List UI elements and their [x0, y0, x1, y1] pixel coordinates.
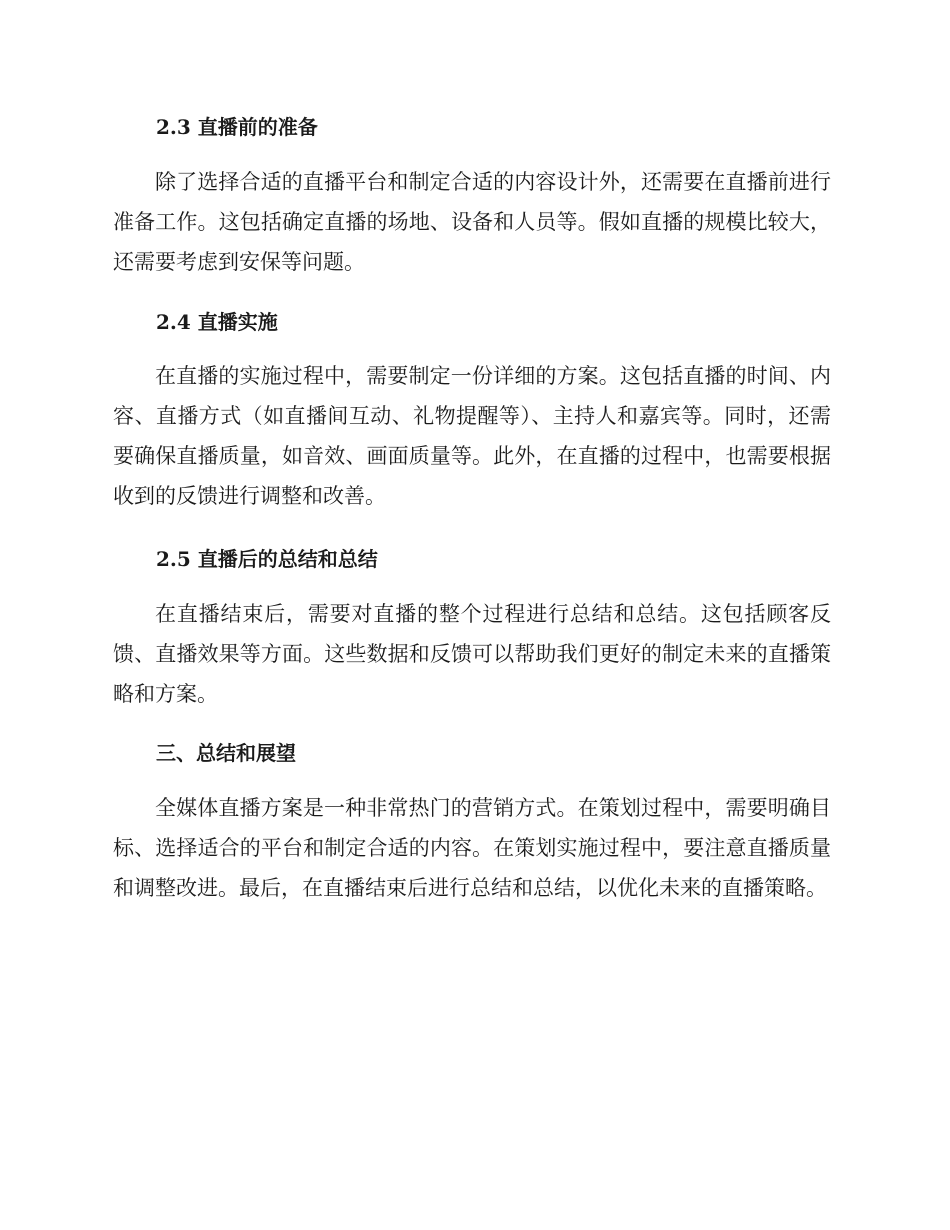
section-heading-2-3: 2.3 直播前的准备 — [156, 115, 318, 139]
section-heading-3: 三、总结和展望 — [156, 741, 296, 765]
section-paragraph-2-4: 在直播的实施过程中，需要制定一份详细的方案。这包括直播的时间、内容、直播方式（如直播间互动、礼物提醒等）、主持人和嘉宾等。同时，还需要确保直播质量，如音效、画面质量等。此外，在直播的过程中，也需要根据收到的反馈进行调整和改善。 — [113, 364, 831, 508]
section-heading-2-4: 2.4 直播实施 — [156, 310, 278, 334]
section-paragraph-2-5: 在直播结束后，需要对直播的整个过程进行总结和总结。这包括顾客反馈、直播效果等方面。这些数据和反馈可以帮助我们更好的制定未来的直播策略和方案。 — [113, 602, 831, 706]
section-paragraph-3: 全媒体直播方案是一种非常热门的营销方式。在策划过程中，需要明确目标、选择适合的平台和制定合适的内容。在策划实施过程中，要注意直播质量和调整改进。最后，在直播结束后进行总结和总结，以优化未来的直播策略。 — [113, 796, 831, 900]
section-paragraph-2-3: 除了选择合适的直播平台和制定合适的内容设计外，还需要在直播前进行准备工作。这包括确定直播的场地、设备和人员等。假如直播的规模比较大，还需要考虑到安保等问题。 — [113, 170, 831, 274]
section-heading-2-5: 2.5 直播后的总结和总结 — [156, 547, 378, 571]
